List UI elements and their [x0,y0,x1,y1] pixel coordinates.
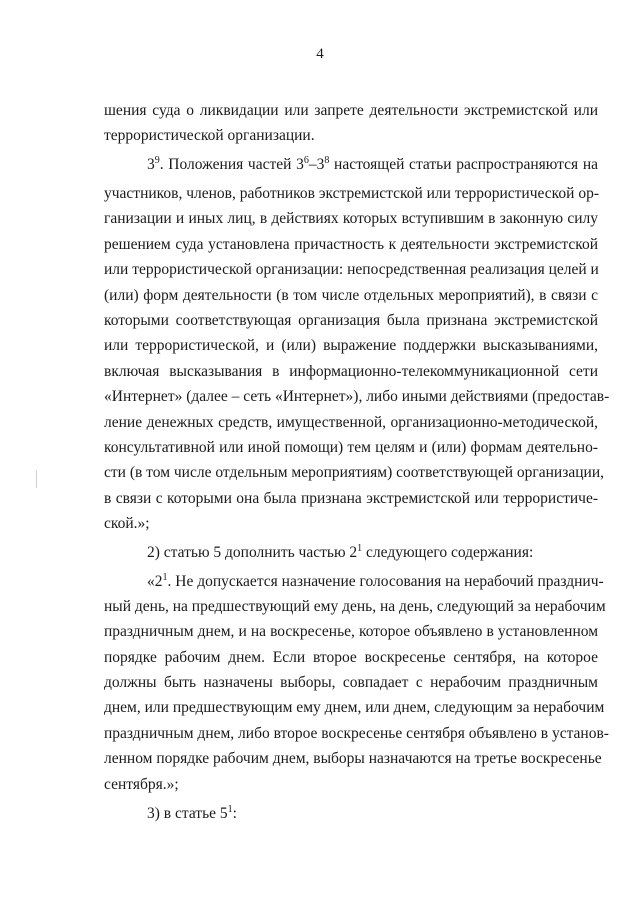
text-run: «2 [147,573,163,590]
text-line: «Интернет» (далее – сеть «Интернет»), либо иными действиями (предостав- [104,388,610,405]
text-line: сентября.»; [104,776,179,793]
text-line: порядке рабочим днем. Если второе воскресенье сентября, на которое [104,649,598,666]
text-line: или террористической организации: непосредственная реализация целей и [104,261,599,278]
text-line: или террористической, и (или) выражение поддержки высказываниями, [104,337,598,354]
text-run: : [232,805,237,822]
text-line: которыми соответствующая организация была признана экстремистской [104,312,598,329]
text-line: шения суда о ликвидации или запрете деятельности экстремистской или [104,102,598,119]
text-run: 3) в статье 5 [147,805,228,822]
text-run: 2) статью 5 дополнить частью 2 [147,544,358,561]
text-line: (или) форм деятельности (в том числе отдельных мероприятий), в связи с [104,287,598,304]
text-line: ление денежных средств, имущественной, организационно-методической, [104,414,598,431]
text-line [147,155,598,175]
page-number: 4 [316,46,324,62]
text-line: террористической организации. [104,127,315,144]
text-line: сти (в том числе отдельным мероприятиям) соответствующей организации, [104,464,604,481]
text-run: . Положения частей 3 [159,156,304,173]
text-line: праздничным днем, и на воскресенье, которое объявлено в установленном [104,623,598,640]
text-line: ленном порядке рабочим днем, выборы назначаются на третье воскресенье [104,750,602,767]
superscript: 1 [162,571,168,583]
text-line: должны быть назначены выборы, совпадает с нерабочим праздничным [104,674,598,691]
text-run: –3 [308,156,325,173]
text-line: праздничным днем, либо второе воскресенье сентября объявлено в установ- [104,725,609,742]
text-line: участников, членов, работников экстремистской или террористической ор- [104,185,599,202]
text-run: следующего содержания: [362,544,534,561]
text-run: . Не допускается назначение голосования на нерабочий празднич- [167,573,604,590]
text-run: настоящей статьи распространяются на [329,156,598,173]
text-line: решением суда установлена причастность к деятельности экстремистской [104,236,598,253]
text-line [147,804,598,824]
text-line: ный день, на предшествующий ему день, на день, следующий за нерабочим [104,598,606,615]
text-line: ской.»; [104,515,150,532]
text-line: днем, или предшествующим ему днем, или днем, следующим за нерабочим [104,699,605,716]
text-run: 3 [147,156,155,173]
superscript: 1 [227,803,233,815]
text-line: ганизации и иных лиц, в действиях которых вступившим в законную силу [104,210,598,227]
text-line [147,571,604,592]
superscript: 8 [324,154,330,166]
superscript: 1 [357,542,363,554]
superscript: 9 [154,154,160,166]
text-line: в связи с которыми она была признана экстремистской или террористиче- [104,490,598,507]
superscript: 6 [303,154,309,166]
text-line [147,543,598,563]
scan-artifact [36,470,37,488]
text-line: включая высказывания в информационно-телекоммуникационной сети [104,363,598,380]
text-line: консультативной или иной помощи) тем целям и (или) формам деятельно- [104,439,598,456]
